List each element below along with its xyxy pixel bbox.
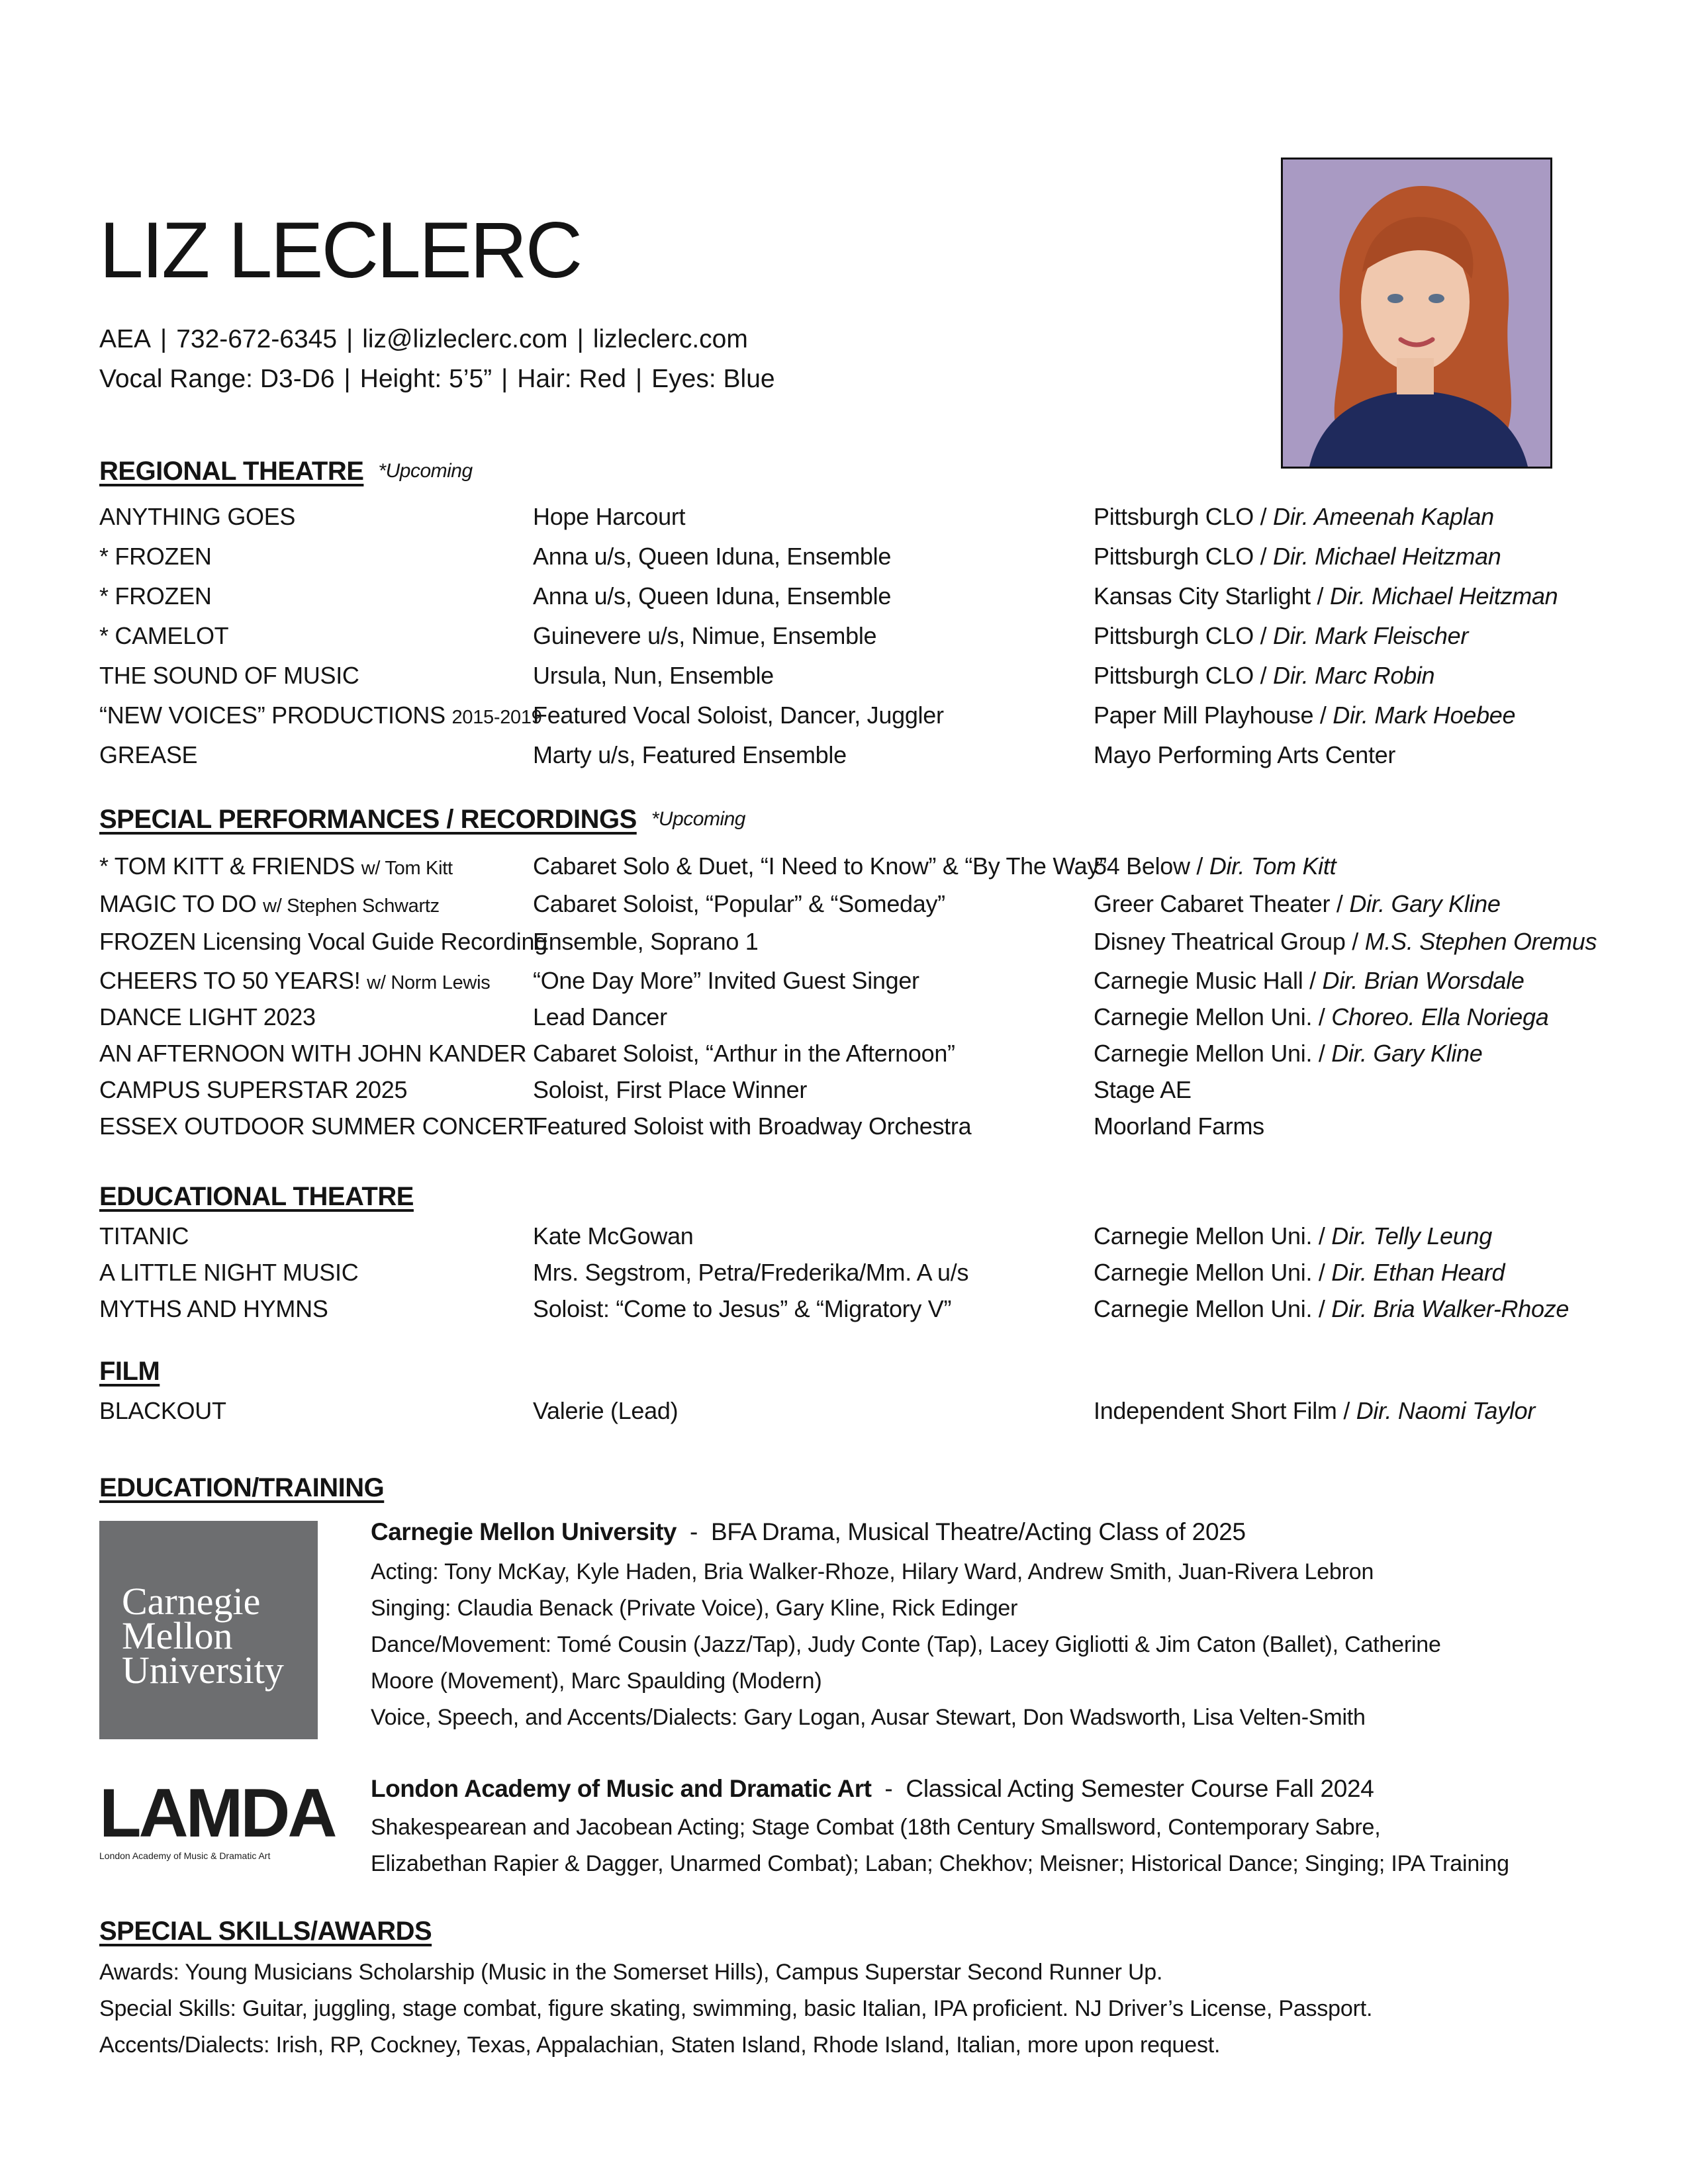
headshot-photo xyxy=(1281,158,1552,469)
section-educational-theatre xyxy=(99,1183,414,1210)
show-title: * CAMELOT xyxy=(99,622,229,649)
logo-word: LAMDA xyxy=(99,1775,335,1852)
vocal-range: Vocal Range: D3-D6 xyxy=(99,365,335,393)
venue-director xyxy=(1094,887,1501,921)
program: BFA Drama, Musical Theatre/Acting Class of 2025 xyxy=(710,1518,1246,1545)
venue: Stage AE xyxy=(1094,1076,1192,1103)
school-name: London Academy of Music and Dramatic Art xyxy=(371,1775,872,1802)
venue: Carnegie Mellon Uni. / xyxy=(1094,1259,1325,1286)
credit-row xyxy=(0,850,1688,883)
show-note: w/ Norm Lewis xyxy=(367,972,491,993)
venue-director xyxy=(1094,699,1515,732)
upcoming-note: *Upcoming xyxy=(651,808,745,830)
section-title: SPECIAL SKILLS/AWARDS xyxy=(99,1917,432,1946)
role: Soloist: “Come to Jesus” & “Migratory V” xyxy=(533,1295,952,1322)
venue: Pittsburgh CLO / xyxy=(1094,662,1267,689)
venue-director xyxy=(1094,850,1336,883)
venue: Pittsburgh CLO / xyxy=(1094,543,1267,570)
credit-row xyxy=(0,1293,1688,1326)
credit-row xyxy=(0,739,1688,772)
show-title: TITANIC xyxy=(99,1222,189,1250)
venue-director xyxy=(1094,1293,1569,1326)
role: Featured Soloist with Broadway Orchestra xyxy=(533,1113,972,1140)
show-title xyxy=(99,850,453,885)
role: Cabaret Soloist, “Arthur in the Afternoon” xyxy=(533,1040,955,1067)
upcoming-note: *Upcoming xyxy=(378,460,473,482)
section-title: EDUCATIONAL THEATRE xyxy=(99,1182,414,1211)
section-special-performances xyxy=(99,806,745,833)
role: Ursula, Nun, Ensemble xyxy=(533,662,774,689)
venue: Disney Theatrical Group / xyxy=(1094,928,1359,955)
venue: Pittsburgh CLO / xyxy=(1094,503,1267,530)
headshot-illustration xyxy=(1283,159,1550,467)
separator: | xyxy=(501,365,508,393)
director: Dir. Michael Heitzman xyxy=(1273,543,1501,570)
role: Lead Dancer xyxy=(533,1003,667,1030)
training-line: Singing: Claudia Benack (Private Voice), Gary Kline, Rick Edinger xyxy=(371,1596,1018,1621)
skills-line: Special Skills: Guitar, juggling, stage combat, figure skating, swimming, basic Italian, IPA proficient. NJ Driver’s License, Passport. xyxy=(99,1996,1373,2021)
venue: Carnegie Mellon Uni. / xyxy=(1094,1222,1325,1250)
school-heading xyxy=(371,1520,1246,1544)
separator: | xyxy=(635,365,643,393)
show-name: CHEERS TO 50 YEARS! xyxy=(99,967,361,994)
phone: 732-672-6345 xyxy=(176,325,338,353)
credit-row xyxy=(0,1001,1688,1034)
venue-director xyxy=(1094,964,1524,997)
show-title xyxy=(99,699,542,734)
director: Dir. Michael Heitzman xyxy=(1329,582,1558,610)
show-title: THE SOUND OF MUSIC xyxy=(99,662,359,689)
venue: Carnegie Mellon Uni. / xyxy=(1094,1003,1325,1030)
venue: Greer Cabaret Theater / xyxy=(1094,890,1343,917)
venue: Carnegie Music Hall / xyxy=(1094,967,1316,994)
director: Dir. Ameenah Kaplan xyxy=(1273,503,1494,530)
role: Mrs. Segstrom, Petra/Frederika/Mm. A u/s xyxy=(533,1259,969,1286)
cmu-logo xyxy=(99,1521,318,1739)
show-title: ANYTHING GOES xyxy=(99,503,296,530)
role: Valerie (Lead) xyxy=(533,1397,679,1424)
section-education-training xyxy=(99,1475,384,1501)
skills-line: Accents/Dialects: Irish, RP, Cockney, Texas, Appalachian, Staten Island, Rhode Island, Italian, more upon request. xyxy=(99,2032,1221,2058)
show-note: w/ Stephen Schwartz xyxy=(263,895,440,917)
school-name: Carnegie Mellon University xyxy=(371,1518,677,1545)
section-title: FILM xyxy=(99,1357,160,1386)
credit-row xyxy=(0,1073,1688,1107)
training-line: Voice, Speech, and Accents/Dialects: Gary Logan, Ausar Stewart, Don Wadsworth, Lisa Velten-Smith xyxy=(371,1705,1366,1730)
director: Dir. Telly Leung xyxy=(1331,1222,1492,1250)
stats-line xyxy=(99,366,775,392)
role: “One Day More” Invited Guest Singer xyxy=(533,967,919,994)
lamda-logo xyxy=(99,1775,335,1872)
training-line: Elizabethan Rapier & Dagger, Unarmed Combat); Laban; Chekhov; Meisner; Historical Dance; Singing; IPA Training xyxy=(371,1851,1509,1876)
training-line: Acting: Tony McKay, Kyle Haden, Bria Walker-Rhoze, Hilary Ward, Andrew Smith, Juan-Rivera Lebron xyxy=(371,1559,1374,1584)
venue-director xyxy=(1094,1220,1492,1253)
role: Marty u/s, Featured Ensemble xyxy=(533,741,847,768)
role: Anna u/s, Queen Iduna, Ensemble xyxy=(533,543,892,570)
credit-row xyxy=(0,1037,1688,1070)
director: Dir. Mark Fleischer xyxy=(1273,622,1469,649)
role: Anna u/s, Queen Iduna, Ensemble xyxy=(533,582,892,610)
role: Cabaret Soloist, “Popular” & “Someday” xyxy=(533,890,945,917)
credit-row xyxy=(0,619,1688,653)
section-film xyxy=(99,1358,160,1385)
section-title: EDUCATION/TRAINING xyxy=(99,1473,385,1502)
program: Classical Acting Semester Course Fall 2024 xyxy=(906,1775,1374,1802)
dash: - xyxy=(884,1775,893,1802)
role: Cabaret Solo & Duet, “I Need to Know” & “By The Way” xyxy=(533,852,1107,880)
skills-line: Awards: Young Musicians Scholarship (Music in the Somerset Hills), Campus Superstar Second Runner Up. xyxy=(99,1960,1163,1985)
venue: Kansas City Starlight / xyxy=(1094,582,1324,610)
show-name: MAGIC TO DO xyxy=(99,890,257,917)
role: Guinevere u/s, Nimue, Ensemble xyxy=(533,622,877,649)
separator: | xyxy=(577,325,584,353)
show-note: 2015-2019 xyxy=(451,707,542,728)
school-heading xyxy=(371,1776,1374,1801)
section-regional-theatre xyxy=(99,458,473,484)
resume-name: LIZ LECLERC xyxy=(99,206,581,295)
credit-row xyxy=(0,925,1688,958)
credit-row xyxy=(0,500,1688,533)
credit-row xyxy=(0,580,1688,613)
credit-row xyxy=(0,1110,1688,1143)
show-title: AN AFTERNOON WITH JOHN KANDER xyxy=(99,1040,527,1067)
director: Dir. Naomi Taylor xyxy=(1356,1397,1536,1424)
show-title: BLACKOUT xyxy=(99,1397,226,1424)
credit-row xyxy=(0,540,1688,573)
hair: Hair: Red xyxy=(517,365,626,393)
logo-line: University xyxy=(122,1649,284,1692)
show-title: CAMPUS SUPERSTAR 2025 xyxy=(99,1076,408,1103)
venue-director xyxy=(1094,540,1501,573)
show-title: FROZEN Licensing Vocal Guide Recording xyxy=(99,928,547,955)
venue-director xyxy=(1094,659,1434,692)
show-title xyxy=(99,887,440,923)
separator: | xyxy=(346,325,353,353)
logo-line: Mellon xyxy=(122,1614,233,1657)
venue-director xyxy=(1094,1256,1505,1289)
director: Dir. Ethan Heard xyxy=(1331,1259,1505,1286)
director: Dir. Bria Walker-Rhoze xyxy=(1331,1295,1570,1322)
show-name: * TOM KITT & FRIENDS xyxy=(99,852,355,880)
show-title: A LITTLE NIGHT MUSIC xyxy=(99,1259,359,1286)
height: Height: 5’5” xyxy=(359,365,492,393)
venue-director xyxy=(1094,500,1494,533)
director: Dir. Tom Kitt xyxy=(1209,852,1336,880)
logo-subtitle: London Academy of Music & Dramatic Art xyxy=(99,1850,271,1861)
venue: Carnegie Mellon Uni. / xyxy=(1094,1295,1325,1322)
show-title: ESSEX OUTDOOR SUMMER CONCERT xyxy=(99,1113,538,1140)
credit-row xyxy=(0,699,1688,732)
training-line: Dance/Movement: Tomé Cousin (Jazz/Tap), Judy Conte (Tap), Lacey Gigliotti & Jim Caton (Ballet), Catherine xyxy=(371,1632,1441,1657)
show-title: MYTHS AND HYMNS xyxy=(99,1295,328,1322)
venue-director xyxy=(1094,1037,1483,1070)
section-special-skills xyxy=(99,1918,432,1944)
role: Hope Harcourt xyxy=(533,503,686,530)
role: Kate McGowan xyxy=(533,1222,694,1250)
credit-row xyxy=(0,1220,1688,1253)
role: Soloist, First Place Winner xyxy=(533,1076,808,1103)
credit-row xyxy=(0,1394,1688,1428)
show-title: GREASE xyxy=(99,741,198,768)
show-title: * FROZEN xyxy=(99,582,212,610)
website: lizleclerc.com xyxy=(592,325,748,353)
show-title xyxy=(99,964,490,999)
venue: Paper Mill Playhouse / xyxy=(1094,702,1327,729)
credit-row xyxy=(0,964,1688,997)
director: Choreo. Ella Noriega xyxy=(1331,1003,1549,1030)
show-title: DANCE LIGHT 2023 xyxy=(99,1003,316,1030)
role: Ensemble, Soprano 1 xyxy=(533,928,759,955)
credit-row xyxy=(0,887,1688,921)
role: Featured Vocal Soloist, Dancer, Juggler xyxy=(533,702,944,729)
separator: | xyxy=(160,325,167,353)
email: liz@lizleclerc.com xyxy=(362,325,568,353)
venue-director xyxy=(1094,925,1597,958)
venue: Independent Short Film / xyxy=(1094,1397,1350,1424)
eyes: Eyes: Blue xyxy=(651,365,775,393)
training-line: Moore (Movement), Marc Spaulding (Modern) xyxy=(371,1668,822,1694)
show-title: * FROZEN xyxy=(99,543,212,570)
venue-director xyxy=(1094,619,1468,653)
venue: Pittsburgh CLO / xyxy=(1094,622,1267,649)
venue: Mayo Performing Arts Center xyxy=(1094,741,1396,768)
union: AEA xyxy=(99,325,152,353)
venue: Moorland Farms xyxy=(1094,1113,1264,1140)
training-line: Shakespearean and Jacobean Acting; Stage Combat (18th Century Smallsword, Contemporary Sabre, xyxy=(371,1815,1381,1840)
separator: | xyxy=(344,365,351,393)
venue: Carnegie Mellon Uni. / xyxy=(1094,1040,1325,1067)
venue-director xyxy=(1094,1001,1548,1034)
director: Dir. Mark Hoebee xyxy=(1333,702,1516,729)
section-title: REGIONAL THEATRE xyxy=(99,457,364,486)
director: Dir. Marc Robin xyxy=(1273,662,1435,689)
director: Dir. Gary Kline xyxy=(1349,890,1501,917)
venue-director xyxy=(1094,580,1558,613)
dash: - xyxy=(689,1518,698,1545)
venue-director xyxy=(1094,1394,1535,1428)
venue: 54 Below / xyxy=(1094,852,1203,880)
credit-row xyxy=(0,659,1688,692)
director: M.S. Stephen Oremus xyxy=(1364,928,1597,955)
credit-row xyxy=(0,1256,1688,1289)
director: Dir. Brian Worsdale xyxy=(1322,967,1524,994)
director: Dir. Gary Kline xyxy=(1331,1040,1483,1067)
logo-line: Carnegie xyxy=(122,1580,261,1623)
section-title: SPECIAL PERFORMANCES / RECORDINGS xyxy=(99,805,637,834)
show-note: w/ Tom Kitt xyxy=(361,858,453,879)
contact-line xyxy=(99,326,748,352)
show-name: “NEW VOICES” PRODUCTIONS xyxy=(99,702,445,729)
